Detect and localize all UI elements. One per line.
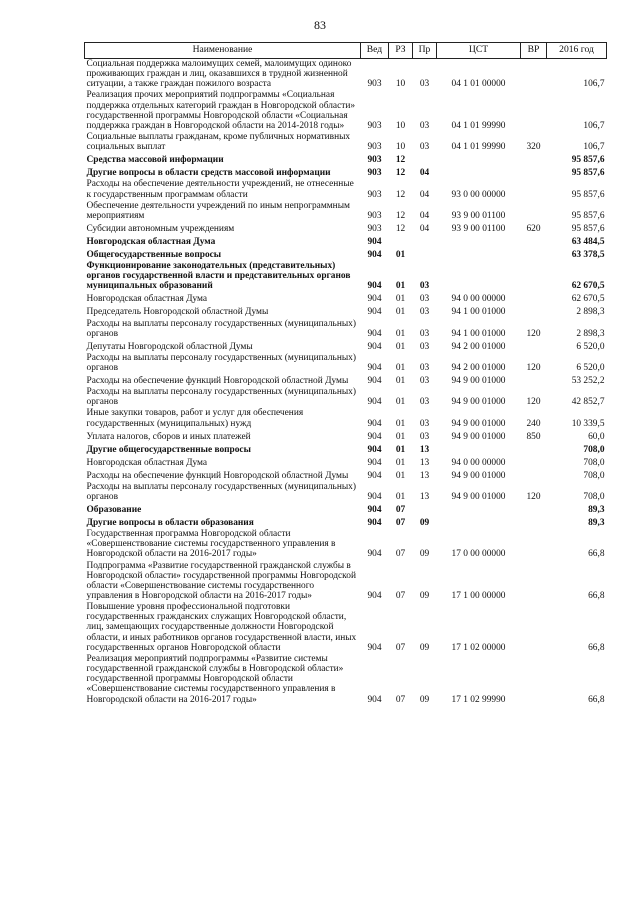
- table-row: [85, 201, 607, 222]
- cell-vr: 120: [526, 397, 541, 408]
- cell-ved: 904: [367, 491, 382, 502]
- cell-ved: 904: [367, 328, 382, 339]
- cell-ved: 904: [367, 375, 382, 386]
- cell-cst: 93 0 00 00000: [451, 189, 506, 200]
- cell-name: Реализация прочих мероприятий подпрограммы «Социальная поддержка отдельных категорий граждан в Новгородской области» государственной программы Новгородской области «Социальная поддержка граждан в Новгородской области на 2014-2018 годы»: [86, 90, 356, 131]
- cell-pr: 03: [419, 142, 430, 153]
- cell-rz: 07: [395, 642, 406, 653]
- cell-pr: 03: [419, 431, 430, 442]
- cell-ved: 904: [367, 504, 382, 515]
- cell-amount: 66,8: [588, 591, 605, 601]
- cell-rz: 07: [395, 504, 406, 515]
- cell-rz: 01: [395, 328, 406, 339]
- cell-ved: 904: [367, 418, 382, 429]
- cell-cst: [437, 261, 521, 292]
- header-year: 2016 год: [547, 43, 607, 59]
- cell-rz: 01: [395, 491, 406, 502]
- table-row: [85, 443, 607, 456]
- table-row: [85, 235, 607, 248]
- cell-name: Средства массовой информации: [86, 155, 224, 166]
- cell-rz: 01: [395, 444, 406, 455]
- cell-amount: 106,7: [583, 79, 605, 90]
- header-pr: Пр: [413, 43, 437, 59]
- cell-amount: 66,8: [588, 642, 605, 653]
- cell-rz: 12: [395, 210, 406, 221]
- table-row: [85, 166, 607, 179]
- cell-amount: 63 484,5: [571, 236, 605, 247]
- cell-rz: 01: [395, 307, 406, 318]
- cell-ved: 904: [367, 249, 382, 260]
- cell-pr: 09: [419, 591, 430, 601]
- cell-ved: 904: [367, 397, 382, 408]
- table-row: [85, 293, 607, 306]
- cell-name: Социальные выплаты гражданам, кроме публичных нормативных социальных выплат: [86, 132, 351, 153]
- cell-name: Иные закупки товаров, работ и услуг для обеспечения государственных (муниципальных) нужд: [86, 408, 304, 429]
- cell-amount: 95 857,6: [571, 168, 605, 179]
- cell-rz: 01: [395, 341, 406, 352]
- cell-amount: 95 857,6: [571, 223, 605, 234]
- cell-rz: 07: [395, 591, 406, 601]
- cell-amount: 66,8: [588, 694, 605, 705]
- cell-rz: [389, 235, 413, 248]
- cell-vr: [521, 293, 547, 306]
- cell-amount: 95 857,6: [571, 210, 605, 221]
- cell-pr: 09: [419, 517, 430, 528]
- cell-cst: 04 1 01 99990: [451, 120, 506, 131]
- table-row: [85, 374, 607, 387]
- header-vr: ВР: [521, 43, 547, 59]
- cell-rz: 10: [395, 120, 406, 131]
- cell-cst: [437, 516, 521, 529]
- cell-cst: 17 0 00 00000: [451, 549, 506, 560]
- cell-vr: [521, 306, 547, 319]
- cell-pr: 13: [419, 470, 430, 481]
- cell-name: Председатель Новгородской областной Думы: [86, 307, 269, 318]
- cell-ved: 904: [367, 236, 382, 247]
- cell-name: Новгородская областная Дума: [86, 236, 216, 247]
- cell-pr: 13: [419, 444, 430, 455]
- cell-pr: 09: [419, 694, 430, 705]
- table-row: [85, 59, 607, 91]
- cell-ved: 904: [367, 591, 382, 601]
- cell-rz: 01: [395, 418, 406, 429]
- cell-amount: 95 857,6: [571, 189, 605, 200]
- cell-name: Расходы на выплаты персоналу государственных (муниципальных) органов: [86, 352, 356, 373]
- table-row: [85, 306, 607, 319]
- cell-vr: [521, 443, 547, 456]
- cell-ved: 904: [367, 307, 382, 318]
- cell-rz: 12: [395, 155, 406, 166]
- cell-pr: 13: [419, 457, 430, 468]
- cell-cst: 94 1 00 01000: [451, 328, 506, 339]
- cell-pr: 03: [419, 362, 430, 373]
- cell-pr: [413, 503, 437, 516]
- cell-vr: [521, 166, 547, 179]
- cell-amount: 6 520,0: [576, 362, 605, 373]
- cell-amount: 2 898,3: [576, 307, 605, 318]
- cell-cst: 94 9 00 01000: [451, 470, 506, 481]
- cell-cst: 94 9 00 01000: [451, 418, 506, 429]
- cell-name: Функционирование законодательных (представительных) органов государственной власти и представительных органов муниципальных образований: [86, 261, 351, 292]
- cell-vr: [521, 516, 547, 529]
- cell-ved: 903: [367, 120, 382, 131]
- cell-rz: 10: [395, 79, 406, 90]
- cell-rz: 07: [395, 694, 406, 705]
- cell-ved: 904: [367, 470, 382, 481]
- cell-cst: 04 1 01 99990: [451, 142, 506, 153]
- cell-name: Повышение уровня профессиональной подготовки государственных гражданских служащих Новгородской области, лиц, замещающих государственные должности Новгородской области, и иных работников органов государственной власти, иных государственных органов Новгородской области: [86, 602, 357, 653]
- cell-ved: 903: [367, 155, 382, 166]
- cell-pr: [413, 248, 437, 261]
- cell-ved: 904: [367, 281, 382, 292]
- cell-ved: 904: [367, 517, 382, 528]
- cell-amount: 708,0: [583, 457, 605, 468]
- cell-rz: 01: [395, 249, 406, 260]
- budget-table: [84, 42, 607, 706]
- cell-amount: 106,7: [583, 120, 605, 131]
- table-row: [85, 353, 607, 374]
- cell-cst: 17 1 02 99990: [451, 694, 506, 705]
- header-name: Наименование: [85, 43, 361, 59]
- cell-vr: [521, 456, 547, 469]
- cell-pr: 04: [419, 223, 430, 234]
- cell-amount: 10 339,5: [571, 418, 605, 429]
- cell-ved: 903: [367, 79, 382, 90]
- cell-vr: 240: [526, 418, 541, 429]
- cell-amount: 66,8: [588, 549, 605, 560]
- table-row: [85, 261, 607, 292]
- cell-cst: 94 9 00 01000: [451, 397, 506, 408]
- table-row: [85, 456, 607, 469]
- cell-ved: 903: [367, 210, 382, 221]
- cell-vr: [521, 561, 547, 603]
- cell-amount: 62 670,5: [571, 281, 605, 292]
- cell-name: Общегосударственные вопросы: [86, 249, 222, 260]
- cell-cst: 94 0 00 00000: [451, 457, 506, 468]
- cell-vr: [521, 469, 547, 482]
- cell-name: Другие вопросы в области образования: [86, 517, 254, 528]
- cell-vr: [521, 654, 547, 706]
- cell-pr: 03: [419, 307, 430, 318]
- table-header: [85, 43, 607, 59]
- table-row: [85, 387, 607, 408]
- cell-vr: [521, 90, 547, 132]
- cell-vr: [521, 261, 547, 292]
- cell-rz: 01: [395, 470, 406, 481]
- cell-amount: 63 378,5: [571, 249, 605, 260]
- cell-amount: 708,0: [583, 491, 605, 502]
- cell-cst: 94 9 00 01000: [451, 491, 506, 502]
- cell-rz: 07: [395, 549, 406, 560]
- cell-vr: 620: [526, 223, 541, 234]
- cell-cst: 94 1 00 01000: [451, 307, 506, 318]
- cell-amount: 106,7: [583, 142, 605, 153]
- cell-ved: 904: [367, 549, 382, 560]
- cell-vr: [521, 340, 547, 353]
- cell-rz: 10: [395, 142, 406, 153]
- cell-vr: [521, 59, 547, 91]
- table-row: [85, 529, 607, 560]
- cell-name: Другие общегосударственные вопросы: [86, 444, 251, 455]
- cell-pr: 03: [419, 328, 430, 339]
- header-ved: Вед: [361, 43, 389, 59]
- cell-vr: [521, 503, 547, 516]
- cell-cst: [437, 235, 521, 248]
- cell-name: Образование: [86, 504, 142, 515]
- cell-vr: [521, 179, 547, 200]
- cell-name: Расходы на обеспечение функций Новгородской областной Думы: [86, 375, 349, 386]
- cell-cst: 17 1 02 00000: [451, 642, 506, 653]
- cell-vr: [521, 248, 547, 261]
- cell-cst: 04 1 01 00000: [451, 79, 506, 90]
- cell-amount: 708,0: [583, 444, 605, 455]
- cell-ved: 904: [367, 431, 382, 442]
- cell-pr: 03: [419, 79, 430, 90]
- table-row: [85, 248, 607, 261]
- cell-pr: 03: [419, 281, 430, 292]
- cell-name: Расходы на обеспечение деятельности учреждений, не отнесенные к государственным программам области: [86, 179, 354, 200]
- cell-cst: [437, 503, 521, 516]
- cell-name: Новгородская областная Дума: [86, 457, 208, 468]
- cell-name: Расходы на обеспечение функций Новгородской областной Думы: [86, 470, 349, 481]
- cell-amount: 89,3: [588, 517, 605, 528]
- table-row: [85, 340, 607, 353]
- cell-name: Подпрограмма «Развитие государственной гражданской службы в Новгородской области» государственной программы Новгородской области «Совершенствование системы государственного управления в Новгородской области на 2016-2017 годы»: [86, 560, 356, 601]
- table-row: [85, 179, 607, 200]
- cell-vr: 120: [526, 491, 541, 502]
- table-row: [85, 482, 607, 503]
- cell-name: Уплата налогов, сборов и иных платежей: [86, 431, 251, 442]
- cell-vr: [521, 153, 547, 166]
- table-row: [85, 654, 607, 706]
- cell-cst: [437, 166, 521, 179]
- table-row: [85, 430, 607, 443]
- cell-rz: 01: [395, 457, 406, 468]
- cell-ved: 903: [367, 168, 382, 179]
- cell-vr: 320: [526, 142, 541, 153]
- cell-amount: 42 852,7: [571, 397, 605, 408]
- cell-rz: 07: [395, 517, 406, 528]
- cell-name: Расходы на выплаты персоналу государственных (муниципальных) органов: [86, 387, 356, 408]
- cell-amount: 6 520,0: [576, 341, 605, 352]
- table-row: [85, 503, 607, 516]
- cell-amount: 60,0: [588, 431, 605, 442]
- cell-pr: 03: [419, 120, 430, 131]
- cell-pr: 13: [419, 491, 430, 502]
- cell-pr: [413, 153, 437, 166]
- cell-name: Расходы на выплаты персоналу государственных (муниципальных) органов: [86, 481, 356, 502]
- cell-pr: 09: [419, 642, 430, 653]
- cell-cst: [437, 443, 521, 456]
- table-row: [85, 319, 607, 340]
- cell-pr: 04: [419, 189, 430, 200]
- cell-ved: 904: [367, 694, 382, 705]
- cell-cst: 93 9 00 01100: [451, 210, 506, 221]
- header-rz: РЗ: [389, 43, 413, 59]
- table-row: [85, 222, 607, 235]
- cell-vr: 850: [526, 431, 541, 442]
- cell-name: Депутаты Новгородской областной Думы: [86, 341, 253, 352]
- cell-pr: 04: [419, 210, 430, 221]
- cell-pr: [413, 235, 437, 248]
- cell-cst: 94 9 00 01000: [451, 431, 506, 442]
- cell-vr: 120: [526, 328, 541, 339]
- cell-amount: 89,3: [588, 504, 605, 515]
- cell-vr: [521, 235, 547, 248]
- cell-rz: 01: [395, 281, 406, 292]
- cell-pr: 09: [419, 549, 430, 560]
- cell-ved: 904: [367, 294, 382, 305]
- table-row: [85, 469, 607, 482]
- cell-cst: [437, 153, 521, 166]
- cell-ved: 903: [367, 223, 382, 234]
- table-row: [85, 602, 607, 654]
- cell-vr: [521, 602, 547, 654]
- cell-rz: 12: [395, 223, 406, 234]
- cell-name: Новгородская областная Дума: [86, 294, 208, 305]
- cell-rz: 12: [395, 189, 406, 200]
- cell-vr: 120: [526, 362, 541, 373]
- cell-rz: 01: [395, 362, 406, 373]
- header-cst: ЦСТ: [437, 43, 521, 59]
- cell-cst: 94 2 00 01000: [451, 362, 506, 373]
- cell-rz: 12: [395, 168, 406, 179]
- cell-name: Государственная программа Новгородской области «Совершенствование системы государственного управления в Новгородской области на 2016-2017 годы»: [86, 529, 336, 560]
- cell-vr: [521, 529, 547, 560]
- cell-rz: 01: [395, 397, 406, 408]
- cell-cst: 17 1 00 00000: [451, 591, 506, 601]
- cell-cst: [437, 248, 521, 261]
- cell-cst: 93 9 00 01100: [451, 223, 506, 234]
- table-row: [85, 153, 607, 166]
- cell-ved: 904: [367, 642, 382, 653]
- cell-ved: 903: [367, 189, 382, 200]
- cell-ved: 904: [367, 444, 382, 455]
- cell-pr: 04: [419, 168, 430, 179]
- cell-pr: 03: [419, 341, 430, 352]
- cell-amount: 53 252,2: [571, 375, 605, 386]
- cell-amount: 95 857,6: [571, 155, 605, 166]
- cell-cst: 94 9 00 01000: [451, 375, 506, 386]
- page-number: 83: [314, 18, 326, 32]
- cell-rz: 01: [395, 375, 406, 386]
- cell-ved: 903: [367, 142, 382, 153]
- cell-name: Расходы на выплаты персоналу государственных (муниципальных) органов: [86, 318, 356, 339]
- table-body: [85, 59, 607, 706]
- cell-name: Другие вопросы в области средств массовой информации: [86, 168, 331, 179]
- cell-name: Субсидии автономным учреждениям: [86, 223, 235, 234]
- cell-name: Социальная поддержка малоимущих семей, малоимущих одиноко проживающих граждан и лиц, оказавшихся в трудной жизненной ситуации, а также граждан пожилого возраста: [86, 59, 352, 90]
- cell-rz: 01: [395, 294, 406, 305]
- cell-cst: 94 2 00 01000: [451, 341, 506, 352]
- cell-ved: 904: [367, 362, 382, 373]
- cell-vr: [521, 374, 547, 387]
- cell-name: Реализация мероприятий подпрограммы «Развитие системы государственной гражданской службы в Новгородской области» государственной программы Новгородской области «Совершенствование системы государственного управления в Новгородской области на 2016-2017 годы»: [86, 653, 344, 705]
- cell-name: Обеспечение деятельности учреждений по иным непрограммным мероприятиям: [86, 200, 350, 221]
- cell-pr: 03: [419, 375, 430, 386]
- cell-pr: 03: [419, 294, 430, 305]
- cell-ved: 904: [367, 341, 382, 352]
- table-row: [85, 132, 607, 153]
- table-row: [85, 516, 607, 529]
- cell-cst: 94 0 00 00000: [451, 294, 506, 305]
- cell-pr: 03: [419, 397, 430, 408]
- cell-amount: 2 898,3: [576, 328, 605, 339]
- cell-amount: 62 670,5: [571, 294, 605, 305]
- cell-ved: 904: [367, 457, 382, 468]
- table-row: [85, 90, 607, 132]
- table-row: [85, 408, 607, 429]
- table-row: [85, 561, 607, 603]
- cell-amount: 708,0: [583, 470, 605, 481]
- cell-rz: 01: [395, 431, 406, 442]
- cell-vr: [521, 201, 547, 222]
- cell-pr: 03: [419, 418, 430, 429]
